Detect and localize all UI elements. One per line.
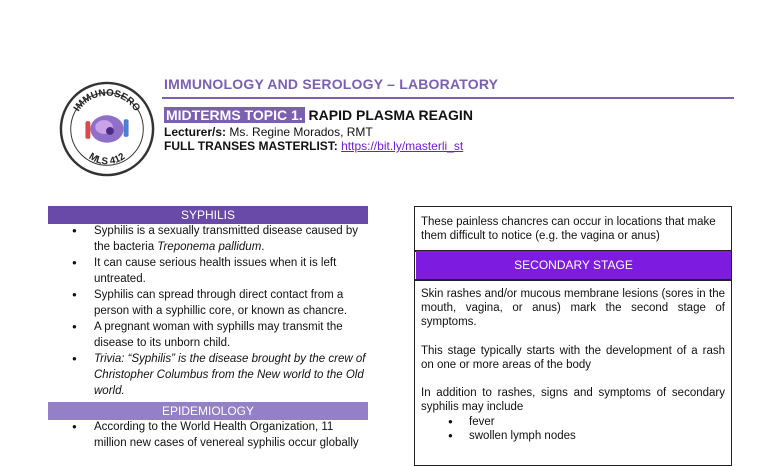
list-item: ● It can cause serious health issues when it is left untreated. [48,255,368,287]
list-item: ● Syphilis is a sexually transmitted disease caused by the bacteria Treponema pallidum. [48,223,368,255]
lecturer-label: Lecturer/s: [164,125,227,139]
list-item: ● According to the World Health Organization, 11 million new cases of venereal syphilis occur globally [48,419,368,451]
topic-heading [164,107,473,123]
topic-title: RAPID PLASMA REAGIN [308,107,473,123]
syphilis-bullet-list [48,223,368,399]
lecturer-name: Ms. Regine Morados, RMT [229,125,373,139]
list-item: ● fever [421,415,576,429]
lecturer-line [164,125,373,139]
immunosero-logo [58,80,156,178]
list-item: ● swollen lymph nodes [421,429,576,443]
syphilis-heading: SYPHILIS [48,206,368,224]
table-divider [414,279,732,281]
header-divider [162,97,734,99]
secondary-stage-paragraph: Skin rashes and/or mucous membrane lesions (sores in the mouth, vagina, or anus) mark the second stage of symptoms. [421,288,725,328]
epidemiology-bullet-list [48,419,368,451]
secondary-stage-paragraph: This stage typically starts with the development of a rash on one or more areas of the body [421,345,725,371]
course-title: IMMUNOLOGY AND SEROLOGY – LABORATORY [164,76,499,92]
masterlist-label: FULL TRANSES MASTERLIST: [164,139,338,153]
secondary-stage-heading: SECONDARY STAGE [416,251,731,279]
list-item: ● Syphilis can spread through direct contact from a person with a syphillic core, or known as chancre. [48,287,368,319]
logo-bottom-text: MLS 412 [86,151,128,168]
epidemiology-heading: EPIDEMIOLOGY [48,402,368,420]
symptom-list [421,415,576,443]
logo-top-text: IMMUNOSERO [71,87,143,114]
topic-number: MIDTERMS TOPIC 1. [166,107,303,123]
primary-stage-note: These painless chancres can occur in locations that make them difficult to notice (e.g. the vagina or anus) [421,216,716,242]
secondary-stage-paragraph: In addition to rashes, signs and symptoms of secondary syphilis may include [421,387,725,413]
masterlist-line [164,139,463,153]
list-item: ● Trivia: “Syphilis” is the disease brought by the crew of Christopher Columbus from the New world to the Old world. [48,351,368,399]
masterlist-link[interactable]: https://bit.ly/masterli_st [341,139,464,153]
list-item: ● A pregnant woman with syphills may transmit the disease to its unborn child. [48,319,368,351]
